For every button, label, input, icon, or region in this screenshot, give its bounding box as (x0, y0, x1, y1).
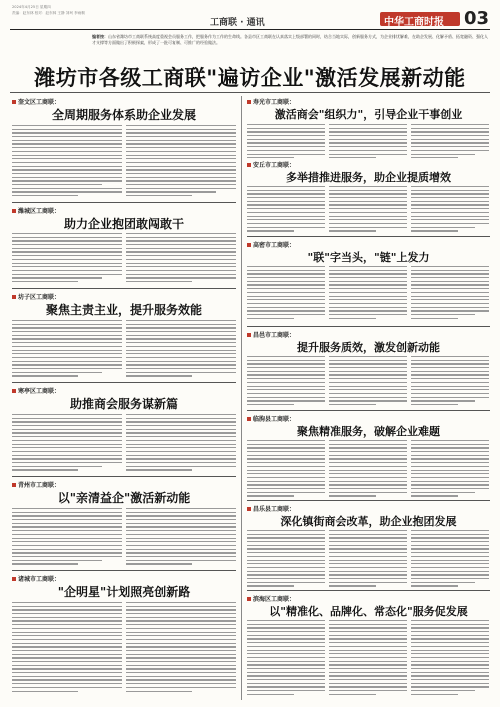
article-body (329, 620, 407, 697)
section-label: 安丘市工商联： (247, 160, 295, 169)
date-line: 2024年4月25日 星期四 (12, 5, 51, 9)
editors-line: 责编：赵东林 校对：赵东林 王静 刘珂 李雨桐 (12, 11, 85, 15)
article-body (126, 414, 236, 473)
article-title: 助推商会服务谋新篇 (69, 397, 178, 411)
article-body (126, 602, 236, 694)
section-label: 临朐县工商联： (247, 414, 295, 423)
article-body (12, 414, 122, 473)
page-number: 03 (464, 8, 490, 29)
article-body (411, 440, 489, 499)
article-body (247, 620, 325, 697)
article-title: 以"精准化、品牌化、常态化"服务促发展 (269, 605, 468, 618)
article-body (12, 508, 122, 567)
article-body (329, 186, 407, 234)
article-title: 聚焦精准服务，破解企业难题 (297, 425, 440, 438)
article-body (247, 124, 325, 161)
article-body (126, 508, 236, 567)
article-body (247, 186, 325, 234)
article-body (411, 530, 489, 589)
section-label: 寒亭区工商联： (12, 386, 60, 395)
editor-note: 编者按：山东省潍坊市工商联系统高度重视会员服务工作，把服务作为工作的生命线。各县市区工商联在认真落实上级部署的同时，结合当地实际，创新服务方式，为企业排忧解难，在助企发展、化解矛盾、拓宽融资、强化人才支撑等方面做出了积极探索，形成了一批可复制、可推广的经验做法。 (92, 34, 488, 45)
article-title: 以"亲清益企"激活新动能 (57, 491, 191, 505)
article-title: 全周期服务体系助企业发展 (51, 108, 196, 122)
article-body (329, 356, 407, 408)
article-body (126, 125, 236, 199)
section-label: 昌乐县工商联： (247, 504, 295, 513)
main-headline: 潍坊市各级工商联"遍访企业"激活发展新动能 (34, 66, 466, 90)
article-body (411, 186, 489, 234)
section-label: 工商联 · 通讯 (210, 18, 265, 28)
article-body (329, 440, 407, 499)
article-body (12, 602, 122, 694)
article-title: 多举措推进服务，助企业提质增效 (286, 171, 451, 184)
article-body (329, 266, 407, 321)
article-title: 聚焦主责主业，提升服务效能 (45, 303, 202, 317)
section-label: 青州市工商联： (12, 480, 60, 489)
brand: 中华工商时报 (384, 17, 444, 28)
article-body (329, 530, 407, 589)
section-label: 奎文区工商联： (12, 97, 60, 106)
article-body (247, 530, 325, 589)
article-body (411, 266, 489, 321)
article-body (247, 440, 325, 499)
article-title: 深化镇街商会改革，助企业抱团发展 (280, 515, 457, 528)
section-label: 滨海区工商联： (247, 594, 295, 603)
article-title: 提升服务质效，激发创新动能 (297, 341, 440, 354)
article-body (329, 124, 407, 161)
article-body (12, 233, 122, 285)
article-title: 激活商会"组织力"，引导企业干事创业 (274, 108, 463, 121)
section-label: 潍城区工商联： (12, 206, 60, 215)
article-body (126, 233, 236, 285)
article-body (247, 266, 325, 321)
article-body (126, 320, 236, 379)
article-body (12, 125, 122, 199)
article-body (411, 620, 489, 697)
article-title: 助力企业抱团敢闯敢干 (63, 217, 184, 231)
section-label: 寿光市工商联： (247, 97, 295, 106)
section-label: 诸城市工商联： (12, 574, 60, 583)
section-label: 坊子区工商联： (12, 292, 60, 301)
article-body (247, 356, 325, 408)
section-label: 高密市工商联： (247, 240, 295, 249)
article-body (411, 356, 489, 408)
section-label: 昌邑市工商联： (247, 330, 295, 339)
article-title: "企明星"计划照亮创新路 (57, 585, 191, 599)
article-body (411, 124, 489, 161)
article-body (12, 320, 122, 379)
article-title: "联"字当头，"链"上发力 (307, 251, 430, 264)
